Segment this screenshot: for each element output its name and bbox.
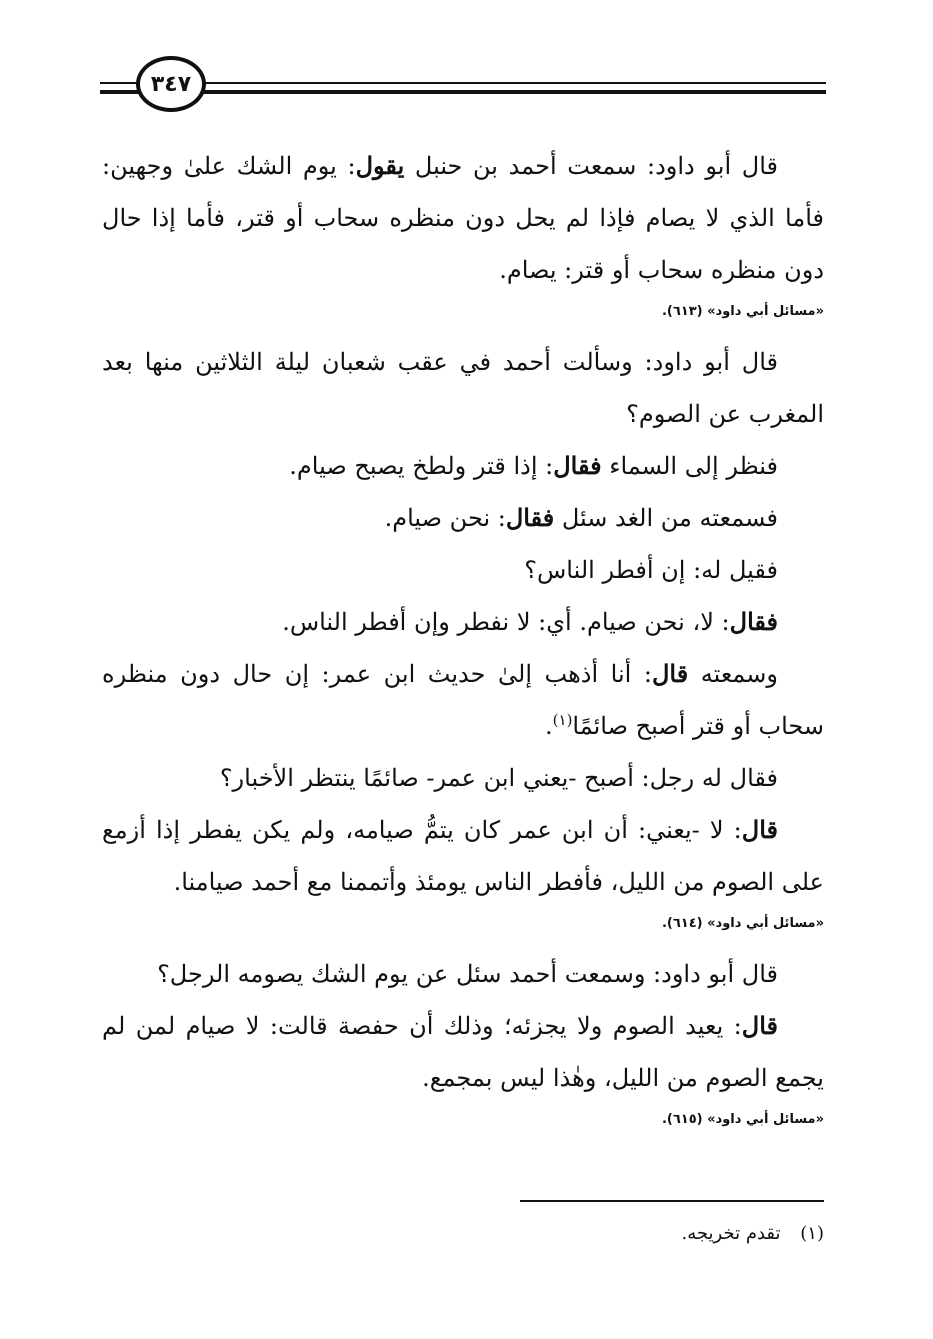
text-run: : يعيد الصوم ولا يجزئه؛ وذلك أن حفصة قالت: لا صيام لمن لم يجمع الصوم من الليل، وهٰذا ليس بمجمع. (102, 1012, 824, 1092)
text-run: : إذا قتر ولطخ يصبح صيام. (289, 452, 554, 480)
footnote-text: تقدم تخريجه. (681, 1223, 781, 1244)
paragraph (102, 492, 824, 544)
footnote-ref: (١) (552, 711, 573, 729)
text-run: : يوم الشك علىٰ وجهين: فأما الذي لا يصام فإذا لم يحل دون منظره سحاب أو قتر، فأما إذا حال دون منظره سحاب أو قتر: يصام. (102, 152, 824, 284)
footnote-divider (520, 1200, 824, 1202)
paragraph (102, 440, 824, 492)
paragraph (102, 804, 824, 908)
source-citation: «مسائل أبي داود» (٦١٣). (661, 304, 824, 319)
text-run: فسمعته من الغد سئل (554, 504, 778, 532)
page-header (100, 56, 826, 126)
text-run: فقيل له: إن أفطر الناس؟ (524, 556, 778, 584)
source-citation: «مسائل أبي داود» (٦١٤). (661, 916, 824, 931)
page-number-badge (136, 56, 206, 112)
paragraph (102, 140, 824, 296)
paragraph (102, 596, 824, 648)
keyword: قال (741, 1011, 778, 1040)
paragraph (102, 752, 824, 804)
text-run: : لا، نحن صيام. أي: لا نفطر وإن أفطر الناس. (282, 608, 730, 636)
text-run: وسمعته (688, 660, 778, 688)
keyword: فقال (553, 451, 602, 480)
header-rule-top (100, 82, 826, 84)
paragraph (102, 648, 824, 752)
keyword: قال (651, 659, 689, 688)
text-run: قال أبو داود: وسألت أحمد في عقب شعبان ليلة الثلاثين منها بعد المغرب عن الصوم؟ (102, 348, 824, 428)
keyword: فقال (505, 503, 555, 532)
footnote (102, 1222, 824, 1246)
paragraph (102, 1000, 824, 1104)
paragraph (102, 544, 824, 596)
text-run: : أنا أذهب إلىٰ حديث ابن عمر: إن حال دون منظره سحاب أو قتر أصبح صائمًا (102, 660, 824, 740)
keyword: فقال (729, 607, 778, 636)
text-run: قال أبو داود: وسمعت أحمد سئل عن يوم الشك يصومه الرجل؟ (157, 960, 778, 988)
text-run: قال أبو داود: سمعت أحمد بن حنبل (404, 152, 779, 180)
paragraph (102, 948, 824, 1000)
text-run: : نحن صيام. (384, 504, 506, 532)
source-citation: «مسائل أبي داود» (٦١٥). (661, 1112, 824, 1127)
keyword: يقول (355, 151, 405, 180)
footnote-number: (١) (800, 1223, 824, 1244)
paragraph (102, 336, 824, 440)
text-run: فقال له رجل: أصبح -يعني ابن عمر- صائمًا ينتظر الأخبار؟ (219, 764, 778, 792)
page-number: ٣٤٧ (150, 71, 192, 97)
keyword: قال (741, 815, 778, 844)
page-body (102, 140, 824, 1144)
text-run: : لا -يعني: أن ابن عمر كان يتمُّ صيامه، ولم يكن يفطر إذا أزمع على الصوم من الليل، فأفطر الناس يومئذ وأتممنا مع أحمد صيامنا. (102, 816, 824, 896)
text-run: . (545, 712, 553, 740)
header-rule-bottom (100, 90, 826, 94)
text-run: فنظر إلى السماء (601, 452, 778, 480)
